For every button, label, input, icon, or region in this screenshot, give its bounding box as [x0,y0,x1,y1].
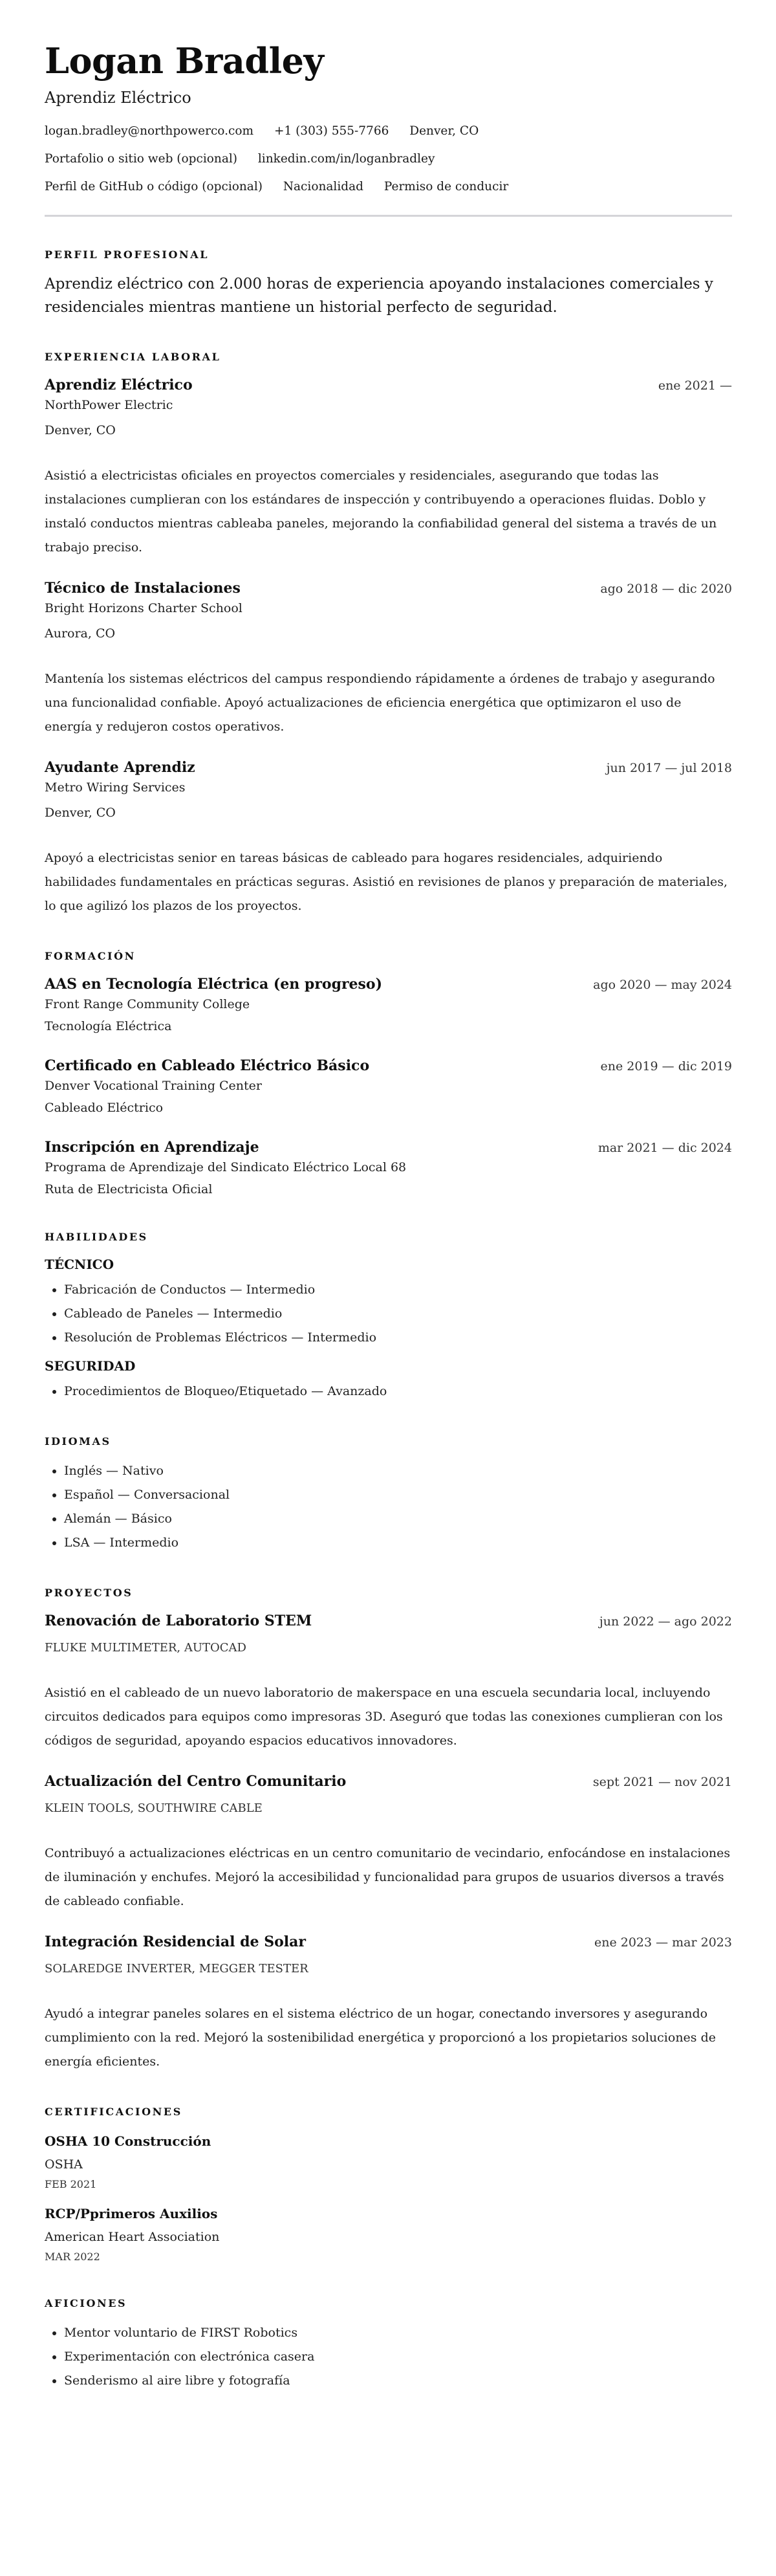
language-item: • Alemán — Básico [64,1507,732,1531]
hobby-list [45,2321,732,2393]
education-entry [45,1055,732,1117]
experience-entry [45,757,732,918]
job-title: Aprendiz Eléctrico [45,377,193,393]
project-tech: SOLAREDGE INVERTER, MEGGER TESTER [45,1962,308,1976]
skill-item: • Resolución de Problemas Eléctricos — Intermedio [64,1326,732,1350]
degree-dates: mar 2021 — dic 2024 [598,1141,732,1155]
job-dates: ago 2018 — dic 2020 [600,582,732,596]
resume-header [45,36,732,217]
contact-email[interactable]: logan.bradley@northpowerco.com [45,124,254,138]
degree-dates: ene 2019 — dic 2019 [600,1059,732,1073]
project-entry [45,1771,732,1913]
degree-dates: ago 2020 — may 2024 [593,978,732,992]
candidate-headline: Aprendiz Eléctrico [45,89,191,107]
job-location: Aurora, CO [45,626,116,641]
language-list [45,1459,732,1555]
job-company: Metro Wiring Services [45,780,186,795]
institution-name: Denver Vocational Training Center [45,1079,262,1093]
job-title: Técnico de Instalaciones [45,580,241,597]
section-title-summary: PERFIL PROFESIONAL [45,248,210,261]
project-entry [45,1611,732,1753]
certification-issuer: OSHA [45,2157,83,2172]
skills-section [45,1230,732,1404]
language-item: • LSA — Intermedio [64,1531,732,1555]
section-title-projects: PROYECTOS [45,1587,133,1599]
job-description: Apoyó a electricistas senior en tareas básicas de cableado para hogares residenciales, adquiriendo habilidades fundamentales en prácticas seguras. Asistió en revisiones de planos y preparación de materiales, lo que agilizó los plazos de los proyectos. [45,851,728,913]
skill-list [45,1380,732,1404]
job-dates: ene 2021 — [658,379,732,393]
projects-section [45,1586,732,2074]
section-title-experience: EXPERIENCIA LABORAL [45,351,221,363]
skill-item: • Fabricación de Conductos — Intermedio [64,1278,732,1302]
section-title-skills: HABILIDADES [45,1231,148,1243]
project-name: Integración Residencial de Solar [45,1933,306,1950]
hobby-item: • Senderismo al aire libre y fotografía [64,2369,732,2393]
candidate-name: Logan Bradley [45,40,324,82]
certification-name: OSHA 10 Construcción [45,2133,211,2149]
job-location: Denver, CO [45,806,116,820]
study-field: Tecnología Eléctrica [45,1019,172,1033]
contact-nationality: Nacionalidad [283,180,363,193]
summary-section [45,248,732,319]
hobby-item: • Experimentación con electrónica casera [64,2345,732,2369]
language-item: • Español — Conversacional [64,1483,732,1507]
study-field: Ruta de Electricista Oficial [45,1182,213,1196]
certification-issuer: American Heart Association [45,2230,220,2244]
job-location: Denver, CO [45,423,116,437]
job-company: Bright Horizons Charter School [45,601,242,615]
project-description: Ayudó a integrar paneles solares en el sistema eléctrico de un hogar, conectando inversores y asegurando cumplimiento con la red. Mejoró la sostenibilidad energética y proporcionó a los propietarios soluciones de energía eficientes. [45,2007,716,2069]
section-title-languages: IDIOMAS [45,1435,111,1448]
contact-portfolio[interactable]: Portafolio o sitio web (opcional) [45,152,237,166]
contact-row-links [45,149,732,169]
summary-text: Aprendiz eléctrico con 2.000 horas de experiencia apoyando instalaciones comerciales y residenciales mientras mantiene un historial perfecto de seguridad. [45,276,713,316]
certification-date: MAR 2022 [45,2251,100,2263]
section-title-certifications: CERTIFICACIONES [45,2106,182,2118]
language-item: • Inglés — Nativo [64,1459,732,1483]
degree-title: Inscripción en Aprendizaje [45,1139,259,1156]
job-description: Asistió a electricistas oficiales en proyectos comerciales y residenciales, asegurando que todas las instalaciones cumplieran con los estándares de inspección y contribuyendo a operaciones fluidas. Doblo y instaló conductos mientras cableaba paneles, mejorando la confiabilidad general del sistema a través de un trabajo preciso. [45,468,717,555]
job-dates: jun 2017 — jul 2018 [606,761,732,775]
job-description: Mantenía los sistemas eléctricos del campus respondiendo rápidamente a órdenes de trabajo y asegurando una funcionalidad confiable. Apoyó actualizaciones de eficiencia energética que optimizaron el uso de energía y redujeron costos operativos. [45,672,715,734]
project-dates: ene 2023 — mar 2023 [594,1935,732,1950]
contact-github[interactable]: Perfil de GitHub o código (opcional) [45,180,263,193]
degree-title: AAS en Tecnología Eléctrica (en progreso) [45,976,383,993]
certification-name: RCP/Pprimeros Auxilios [45,2206,218,2221]
section-title-hobbies: AFICIONES [45,2297,127,2309]
project-dates: jun 2022 — ago 2022 [599,1614,732,1629]
education-entry [45,974,732,1036]
hobby-item: • Mentor voluntario de FIRST Robotics [64,2321,732,2345]
institution-name: Front Range Community College [45,997,250,1011]
skill-category-title: SEGURIDAD [45,1358,136,1374]
skill-item: • Procedimientos de Bloqueo/Etiquetado — Avanzado [64,1380,732,1404]
section-title-education: FORMACIÓN [45,950,136,962]
education-section [45,949,732,1199]
project-description: Contribuyó a actualizaciones eléctricas en un centro comunitario de vecindario, enfocándose en instalaciones de iluminación y enchufes. Mejoró la accesibilidad y funcionalidad para grupos de usuarios diversos a través de cableado confiable. [45,1846,731,1908]
experience-section [45,350,732,918]
skill-category-title: TÉCNICO [45,1257,114,1272]
certifications-section [45,2105,732,2265]
contact-location: Denver, CO [409,124,479,138]
certification-date: FEB 2021 [45,2178,97,2190]
project-name: Renovación de Laboratorio STEM [45,1613,312,1629]
contact-linkedin[interactable]: linkedin.com/in/loganbradley [257,152,435,166]
project-dates: sept 2021 — nov 2021 [592,1775,732,1789]
certification-entry [45,2130,732,2193]
certification-entry [45,2202,732,2265]
contact-phone[interactable]: +1 (303) 555-7766 [274,124,389,138]
job-company: NorthPower Electric [45,398,173,412]
contact-row-primary [45,122,732,141]
degree-title: Certificado en Cableado Eléctrico Básico [45,1057,370,1074]
project-tech: FLUKE MULTIMETER, AUTOCAD [45,1641,246,1655]
study-field: Cableado Eléctrico [45,1101,164,1115]
education-entry [45,1137,732,1199]
project-entry [45,1932,732,2074]
project-description: Asistió en el cableado de un nuevo laboratorio de makerspace en una escuela secundaria local, incluyendo circuitos dedicados para equipos como impresoras 3D. Aseguró que todas las conexiones cumplieran con los códigos de seguridad, apoyando espacios educativos innovadores. [45,1686,723,1748]
languages-section [45,1435,732,1555]
contact-drivers-license: Permiso de conducir [383,180,509,193]
experience-entry [45,578,732,739]
experience-entry [45,375,732,560]
project-tech: KLEIN TOOLS, SOUTHWIRE CABLE [45,1801,263,1815]
job-title: Ayudante Aprendiz [45,759,195,776]
skill-list [45,1278,732,1350]
project-name: Actualización del Centro Comunitario [45,1773,347,1790]
header-divider [45,215,732,217]
institution-name: Programa de Aprendizaje del Sindicato Eléctrico Local 68 [45,1160,407,1174]
skill-item: • Cableado de Paneles — Intermedio [64,1302,732,1326]
hobbies-section [45,2296,732,2393]
contact-row-extra [45,177,732,197]
